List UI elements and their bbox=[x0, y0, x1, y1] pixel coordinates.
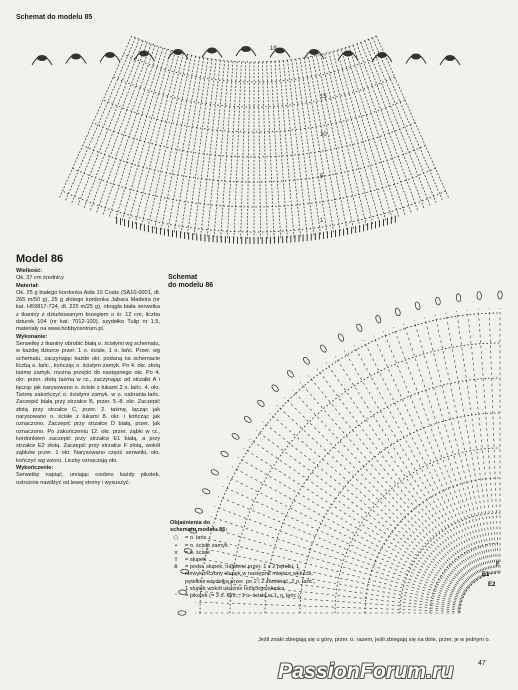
scallop-fill bbox=[105, 52, 115, 58]
stitch-spoke bbox=[478, 309, 497, 573]
slip-stitch-icon: • bbox=[174, 542, 178, 549]
chart-legend bbox=[170, 520, 320, 600]
stitch-spoke bbox=[326, 362, 477, 580]
row-number: 1 bbox=[320, 218, 324, 224]
chart-row-arc bbox=[62, 191, 445, 232]
row-number: 10 bbox=[320, 132, 327, 138]
chart-ring bbox=[335, 448, 500, 613]
stitch-ray bbox=[292, 60, 314, 237]
legend-text: = o. ścisłe bbox=[185, 549, 211, 556]
row-number: 15 bbox=[320, 94, 327, 100]
main-chart-title-line1: Schemat bbox=[168, 274, 198, 281]
stitch-ray bbox=[325, 54, 367, 227]
stitch-ray bbox=[161, 56, 196, 231]
stitch-ray bbox=[304, 58, 334, 233]
stitch-ray bbox=[234, 62, 241, 240]
picot bbox=[271, 384, 280, 393]
scallop-fill bbox=[173, 49, 183, 55]
stitch-spoke bbox=[335, 356, 478, 579]
picot bbox=[394, 307, 401, 316]
main-chart-title bbox=[168, 274, 213, 290]
picot bbox=[456, 293, 461, 302]
finish-text: Serwetkę napiąć, umiając osobno każdy pikotek, ostrożnie nawilżyć od lewej strony i wysuszyć. bbox=[16, 472, 160, 486]
picot bbox=[286, 369, 295, 378]
legend-item bbox=[170, 543, 320, 550]
legend-item bbox=[170, 564, 320, 593]
marker-f: F bbox=[496, 562, 500, 568]
top-chart-scallops bbox=[32, 46, 460, 65]
stitch-ray bbox=[357, 44, 418, 211]
stitch-ray bbox=[337, 50, 386, 221]
top-chart-bottom-edge bbox=[117, 216, 396, 244]
stitch-ray bbox=[90, 44, 151, 211]
stitch-ray bbox=[321, 55, 361, 229]
stitch-ray bbox=[84, 42, 147, 208]
scallop-fill bbox=[411, 54, 421, 60]
stitch-ray bbox=[372, 38, 442, 202]
legend-text: = o. ścisłe zamyk. bbox=[185, 542, 230, 549]
size-heading: Wielkość: bbox=[16, 268, 43, 274]
page-number: 47 bbox=[478, 660, 486, 667]
stitch-spoke bbox=[457, 311, 495, 573]
picot bbox=[375, 315, 382, 324]
picot bbox=[220, 450, 229, 458]
material-heading: Materiał: bbox=[16, 282, 40, 289]
picot bbox=[435, 297, 441, 306]
picot bbox=[319, 344, 327, 353]
legend-text: = słupek bbox=[185, 557, 206, 564]
legend-item bbox=[170, 593, 320, 600]
stitch-ray bbox=[128, 51, 175, 223]
stitch-ray bbox=[227, 62, 237, 240]
crossed-double-crochet-icon: ⋔ bbox=[173, 564, 179, 571]
stitch-ray bbox=[258, 62, 260, 240]
stitch-ray bbox=[241, 62, 246, 240]
stitch-ray bbox=[221, 61, 233, 239]
legend-title-line2: schematu modelu 86: bbox=[170, 527, 228, 534]
stitch-ray bbox=[194, 60, 216, 237]
scallop-fill bbox=[37, 55, 47, 61]
single-crochet-icon: × bbox=[173, 549, 179, 556]
stitch-ray bbox=[247, 62, 249, 240]
stitch-ray bbox=[135, 53, 179, 225]
stitch-spoke bbox=[195, 602, 460, 611]
double-crochet-icon: † bbox=[174, 557, 178, 564]
main-chart-markers bbox=[482, 562, 500, 588]
top-chart-title: Schemat do modelu 85 bbox=[16, 14, 93, 21]
stitch-ray bbox=[148, 55, 188, 229]
picot bbox=[231, 432, 240, 440]
stitch-spoke bbox=[344, 351, 479, 579]
model-title: Model 86 bbox=[16, 253, 64, 265]
chart-ring bbox=[460, 573, 500, 613]
legend-item bbox=[170, 550, 320, 557]
legend-text: = podw. słupek, najpierw przer. 1 x 2 pętelki, 1 niewykończony słupek w następne miejsce wkłucia, pętelki z szydełka przer. po 2 i 2 zamknąć, 2 o. łańc., 1 słupek wokół ukośnie leżącego słupka bbox=[185, 564, 316, 592]
stitch-ray bbox=[187, 59, 212, 235]
stitch-ray bbox=[122, 50, 171, 221]
footnote: Jeśli znaki zbiegają się u góry, przer. o. razem, jeśli zbiegają się na dole, przer. je w jednym o. bbox=[258, 637, 491, 643]
scallop-fill bbox=[207, 48, 217, 54]
stitch-spoke bbox=[383, 331, 484, 576]
stitch-ray bbox=[71, 39, 139, 203]
stitch-ray bbox=[174, 58, 204, 233]
material-text: Ok. 25 g białego kordonka Aida 10 Coats (SA10-0001, dł. 265 m/50 g), 25 g złotego kordonka Jabara Madeira (nr kat. H59817-724, dł. 225 m/25 g), okrągła biała serwetka z tkaniny z dziurkowanym brzegiem o śr. 12 cm, liczba dziurek 104 (nr kat. 7012-100), szydełko Tulip nr 1,5, materiały na www.hobbycentrum.pl. bbox=[16, 289, 160, 333]
legend-item bbox=[170, 557, 320, 564]
stitch-ray bbox=[59, 36, 132, 199]
top-crochet-chart bbox=[14, 22, 494, 252]
chart-row-arc bbox=[113, 77, 394, 107]
stitch-ray bbox=[271, 62, 281, 240]
work-heading: Wykonanie: bbox=[16, 333, 48, 340]
picot-icon: ᐤ bbox=[174, 593, 178, 600]
picot bbox=[356, 323, 363, 332]
marker-e2: E2 bbox=[488, 582, 496, 588]
row-number: 5 bbox=[320, 174, 324, 180]
stitch-spoke bbox=[363, 340, 482, 577]
legend-title bbox=[170, 520, 320, 534]
main-chart-title-line2: do modelu 86 bbox=[168, 282, 214, 289]
scallop-fill bbox=[377, 52, 387, 58]
stitch-spoke bbox=[354, 345, 481, 578]
picot bbox=[178, 611, 186, 615]
scallop-fill bbox=[309, 49, 319, 55]
watermark-logo: PassionForum.ru bbox=[278, 660, 454, 683]
marker-e1: E1 bbox=[482, 572, 490, 578]
chart-ring bbox=[400, 513, 500, 613]
scallop-fill bbox=[241, 46, 251, 52]
stitch-ray bbox=[275, 61, 287, 239]
picot bbox=[202, 488, 211, 495]
stitch-ray bbox=[262, 62, 267, 240]
legend-text: = o. łańc. bbox=[185, 535, 208, 542]
chain-stitch-icon: ○ bbox=[173, 535, 179, 542]
stitch-spoke bbox=[373, 336, 483, 577]
work-text: Serwetkę z tkaniny obrobić białą o. ścisłymi wg schematu, w każdej dziurce przer. 1 o. ścisłe, 1 o. łańc. Przer. wg schematu, zaczynając każde okr. podaną na schemacie liczbą o. łańc., kończąc o. ścisłym zamyk. Po 4. okr. złotą taśmę zamyk. można przejść do następnego okr. Po 4. okr. przer. złotą taśmą w rz., zaczynając od strzałki A i łącząc jak narysowano o. ścisłe z łukami 2 o. łańc. 4. okr. Taśmę zakończyć o. ścisłymi zamyk. w o. nabrania łańc. Zaczepić białą przy strzałce B, przer. 5.-8. okr. Zaczepić złotą przy strzałce C, przer. 2. taśmę, łącząc jak narysowano o. ścisłe z łukami 8. okr. i kończąc jak oznaczono. Zaczepić przy strzałce D białą, przer. jak oznaczono. Po zakończeniu 12. okr. przer. ząbki w rz., kordonkiem zaczepić przy strzałce E1 białą, a przy strzałce E2 złotą. Zaczepić przy strzałce F złotą, wokół ząbków przer. 1 okr. Narysowano część serwetki, okr. kończyć wg wzoru. Liczby oznaczają okr. bbox=[16, 340, 160, 464]
stitch-ray bbox=[115, 49, 167, 219]
picot bbox=[194, 507, 203, 514]
stitch-ray bbox=[267, 62, 274, 240]
picot bbox=[337, 333, 345, 342]
size-text: Ok. 37 cm średnicy bbox=[16, 275, 64, 282]
legend-text: = pikotek (= 3 o. łańc., 1 o. ścisłe w 1. o. łańc.) bbox=[185, 593, 300, 600]
stitch-ray bbox=[361, 42, 424, 208]
stitch-spoke bbox=[489, 308, 498, 573]
instructions-column bbox=[16, 268, 160, 487]
picot bbox=[477, 292, 482, 300]
stitch-spoke bbox=[446, 313, 493, 574]
stitch-ray bbox=[329, 53, 373, 225]
top-chart-stitch-rays bbox=[59, 36, 449, 240]
picot bbox=[498, 291, 502, 299]
picot bbox=[210, 469, 219, 476]
stitch-ray bbox=[345, 48, 399, 218]
row-number: 19 bbox=[270, 46, 277, 52]
legend-title-line1: Objaśnienia do bbox=[170, 520, 211, 526]
picot bbox=[256, 399, 265, 408]
stitch-spoke bbox=[467, 310, 495, 573]
top-chart-row-numbers bbox=[270, 46, 327, 224]
stitch-ray bbox=[296, 59, 321, 235]
scallop-fill bbox=[71, 54, 81, 60]
stitch-ray bbox=[333, 51, 380, 223]
picot bbox=[302, 356, 310, 365]
stitch-ray bbox=[312, 56, 347, 231]
stitch-ray bbox=[376, 36, 449, 199]
picot bbox=[415, 301, 421, 310]
scallop-fill bbox=[445, 55, 455, 61]
finish-heading: Wykończenie: bbox=[16, 465, 54, 472]
picot bbox=[243, 415, 252, 423]
stitch-spoke bbox=[404, 324, 488, 575]
legend-item bbox=[170, 535, 320, 542]
stitch-spoke bbox=[414, 320, 489, 574]
stitch-spoke bbox=[425, 317, 491, 574]
scallop-fill bbox=[139, 51, 149, 57]
stitch-ray bbox=[369, 39, 437, 203]
